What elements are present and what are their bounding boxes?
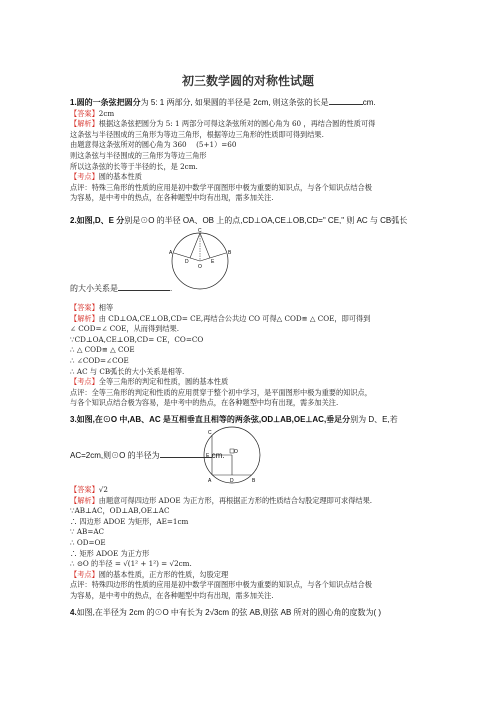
q1-stem: 1.圆的一条弦把圆分为 5: 1 两部分, 如果圆的半径是 2cm, 则这条弦的长是 cm. <box>70 98 376 107</box>
q1-comment-line: 点评：特殊三角形的性质的应用是初中数学平面图形中极为重要的知识点，与各个知识点结合极 <box>70 182 372 192</box>
q1-stem-bold: 圆的一条弦把圆分 <box>76 98 141 107</box>
q3-comment-line: 为容易，是中考中的热点，在各种题型中均有出现，需多加关注. <box>70 590 274 600</box>
q3-point: 【考点】圆的基本性质，正方形的性质，勾股定理 <box>70 569 229 579</box>
q3-radius-line: ∴ ⊙O 的半径 = √(1² + 1²) = √2cm. <box>70 559 192 569</box>
q1-analysis-line: 所以这条弦的长等于半径的长，是 2cm. <box>70 161 198 171</box>
q1-analysis-line: 则这条弦与半径围成的三角形为等边三角形 <box>70 150 207 160</box>
q3-analysis-line: ∵ AB=AC <box>70 527 105 537</box>
q3-label-a: A <box>208 478 212 484</box>
q1-analysis-line: 【解析】根据这条弦把圆分为 5: 1 两部分可得这条弦所对的圆心角为 60 ，再结合圆的性质可得 <box>70 119 376 129</box>
q3-label-d: D <box>230 478 234 484</box>
question-4 <box>70 608 430 619</box>
q3-answer: 【答案】√2 <box>70 485 108 494</box>
q2-analysis-line: ∠ COD=∠ COE，从而得到结果. <box>70 324 180 334</box>
q3-comment-line: 点评：特殊四边形的性质的应用是初中数学平面图形中极为重要的知识点，与各个知识点结合极 <box>70 580 372 590</box>
q3-answer-blank <box>160 450 212 458</box>
question-1 <box>70 97 430 204</box>
q2-analysis-line: 【解析】由 CD⊥OA,CE⊥OB,CD= CE,再结合公共边 CO 可得△ COD≌ △ COE，即可得到 <box>70 313 371 323</box>
q2-label-c: C <box>198 228 202 234</box>
q3-label-c: C <box>208 430 212 436</box>
q2-label-a: A <box>169 250 173 256</box>
q2-stem-bold: 如图,D、E 分 <box>76 216 125 225</box>
q3-analysis-line: ∴ 四边形 ADOE 为矩形，AE=1cm <box>70 516 189 526</box>
q2-analysis-line: ∴ △ COD≌ △ COE <box>70 345 135 355</box>
q1-answer-blank <box>329 97 363 105</box>
q3-stem-line-2: AC=2cm,则⊙O 的半径为 cm. <box>70 451 225 460</box>
q3-analysis-line: ∴ OD=OE <box>70 537 106 547</box>
q3-label-e: E <box>206 453 210 459</box>
q2-comment-line: 点评：全等三角形的判定和性质的应用贯穿于整个初中学习，是平面图形中极为重要的知识点， <box>70 387 372 397</box>
q3-stem-bold: 如图,在⊙O 中,AB、AC 是互相垂直且相等的两条弦,OD⊥AB,OE⊥AC,垂足分 <box>76 415 351 424</box>
q2-answer: 【答案】相等 <box>70 303 114 312</box>
q1-analysis-line: 由题意得这条弦所对的圆心角为 360 (5+1）=60 <box>70 140 237 150</box>
q1-point: 【考点】圆的基本性质 <box>70 172 142 182</box>
q1-comment-line: 为容易，是中考中的热点，在各种题型中均有出现，需多加关注. <box>70 193 274 203</box>
q3-analysis-line: ∵AB⊥AC，OD⊥AB,OE⊥AC <box>70 506 170 516</box>
q3-analysis-line: 【解析】由题意可得四边形 ADOE 为正方形，再根据正方形的性质结合勾股定理即可求得结果. <box>70 495 373 505</box>
q3-solution <box>70 485 430 602</box>
q4-stem: 4.如图,在半径为 2cm 的⊙O 中有长为 2√3cm 的弦 AB,则弦 AB 所对的圆心角的度数为( ) <box>70 608 382 617</box>
q3-stem: 3.如图,在⊙O 中,AB、AC 是互相垂直且相等的两条弦,OD⊥AB,OE⊥AC,垂足分别为 D、E,若 <box>70 415 398 424</box>
q3-analysis-line: ∴ 矩形 ADOE 为正方形 <box>70 548 150 558</box>
q1-answer: 【答案】2cm <box>70 108 115 118</box>
question-2 <box>70 216 430 227</box>
document-title: 初三数学圆的对称性试题 <box>181 74 314 88</box>
q2-comment-line: 与各个知识点结合极为容易，是中考中的热点，在各种题型中均有出现，需多加关注. <box>70 398 339 408</box>
q2-label-b: B <box>228 250 232 256</box>
q2-stem-line-2: 的大小关系是 . <box>70 284 173 293</box>
q2-point: 【考点】全等三角形的判定和性质，圆的基本性质 <box>70 377 229 387</box>
q2-label-d: D <box>185 259 189 265</box>
q2-label-e: E <box>211 259 215 265</box>
q2-analysis-line: ∵CD⊥OA,CE⊥OB,CD= CE，CO=CO <box>70 334 204 344</box>
q3-label-b: B <box>252 478 256 484</box>
q1-analysis-line: 这条弦与半径围成的三角形为等边三角形，根据等边三角形的性质即可得到结果. <box>70 129 324 139</box>
q2-conclusion: ∴ $\overline{AC}$ 与 $\overline{CB}$弧长的大小关系是相等. <box>70 366 185 376</box>
q2-analysis-line: ∴ ∠COD=∠COE <box>70 355 129 365</box>
q2-label-o: O <box>198 264 202 270</box>
q2-answer-blank <box>118 283 170 291</box>
q2-stem: 2.如图,D、E 分别是⊙O 的半径 OA、OB 上的点,CD⊥OA,CE⊥OB,CD=" CE," 则 $\overline{AC}$ 与 $\overline{CB}$弧长 <box>70 216 408 225</box>
q3-label-o: O <box>234 449 238 455</box>
q2-solution <box>70 303 430 409</box>
